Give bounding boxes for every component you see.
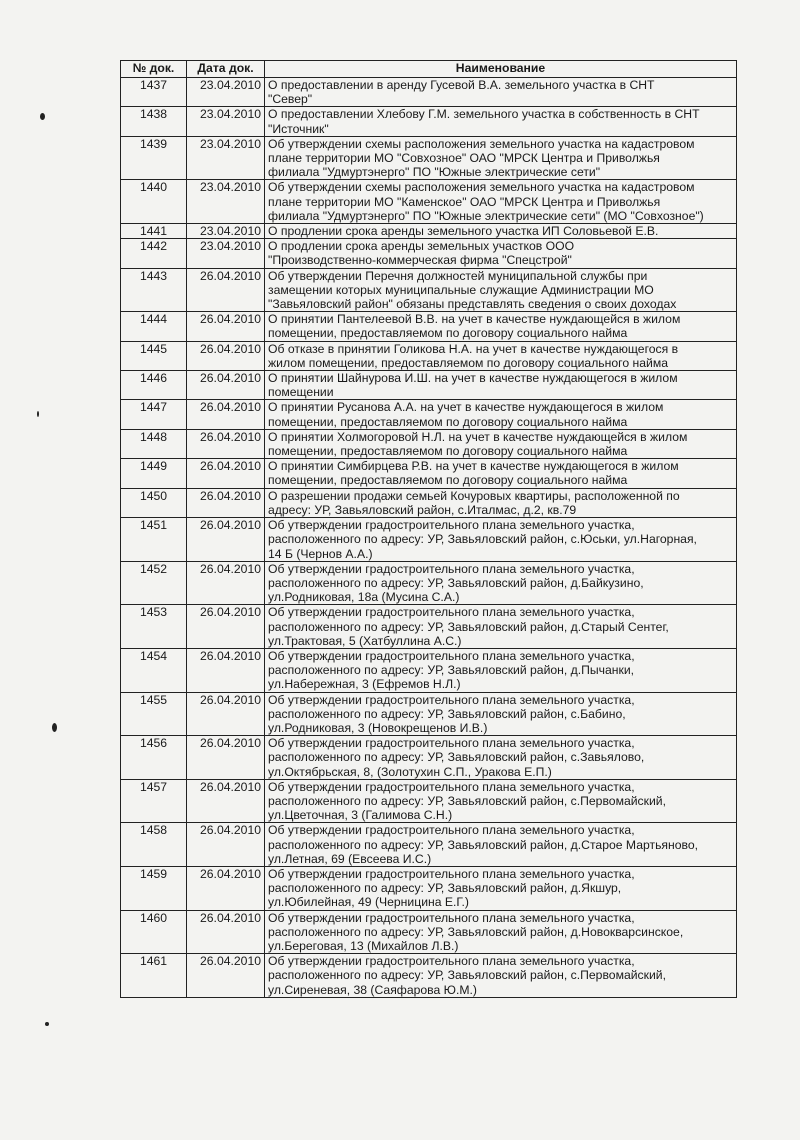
table-row: [121, 648, 737, 692]
document-number: 1438: [121, 107, 187, 136]
document-number: 1458: [121, 823, 187, 867]
document-date: 26.04.2010: [187, 459, 265, 488]
document-number: 1460: [121, 910, 187, 954]
table-row: [121, 910, 737, 954]
table-row: [121, 605, 737, 649]
column-header-title: Наименование: [265, 61, 737, 78]
table-row: [121, 692, 737, 736]
document-number: 1440: [121, 180, 187, 224]
document-number: 1455: [121, 692, 187, 736]
document-title: Об утверждении градостроительного плана земельного участка, расположенного по адресу: УР, Завьяловский район, д.Пычанки, ул.Набережная, 3 (Ефремов Н.Л.): [265, 648, 737, 692]
column-header-number: № док.: [121, 61, 187, 78]
document-number: 1441: [121, 224, 187, 239]
document-title: Об утверждении градостроительного плана земельного участка, расположенного по адресу: УР, Завьяловский район, д.Старый Сентег, ул.Трактовая, 5 (Хатбуллина А.С.): [265, 605, 737, 649]
document-number: 1453: [121, 605, 187, 649]
document-title: О предоставлении в аренду Гусевой В.А. земельного участка в СНТ "Север": [265, 78, 737, 107]
document-title: Об утверждении градостроительного плана земельного участка, расположенного по адресу: УР, Завьяловский район, с.Первомайский, ул.Сиреневая, 38 (Саяфарова Ю.М.): [265, 954, 737, 998]
table-row: [121, 107, 737, 136]
document-date: 23.04.2010: [187, 180, 265, 224]
table-row: [121, 312, 737, 341]
document-date: 26.04.2010: [187, 312, 265, 341]
document-number: 1454: [121, 648, 187, 692]
table-row: [121, 823, 737, 867]
document-title: Об утверждении градостроительного плана земельного участка, расположенного по адресу: УР, Завьяловский район, с.Бабино, ул.Родниковая, 3 (Новокрещенов И.В.): [265, 692, 737, 736]
table-row: [121, 371, 737, 400]
table-row: [121, 518, 737, 562]
document-title: Об утверждении схемы расположения земельного участка на кадастровом плане территории МО "Каменское" ОАО "МРСК Центра и Приволжья филиала "Удмуртэнерго" ПО "Южные электрические сети" (МО "Совхозное"): [265, 180, 737, 224]
document-number: 1457: [121, 779, 187, 823]
table-header-row: [121, 61, 737, 78]
document-date: 26.04.2010: [187, 779, 265, 823]
document-date: 26.04.2010: [187, 561, 265, 605]
document-number: 1443: [121, 268, 187, 312]
document-number: 1450: [121, 488, 187, 517]
scan-speck: [40, 113, 45, 120]
document-date: 26.04.2010: [187, 954, 265, 998]
decrees-table: [120, 60, 737, 998]
column-header-date: Дата док.: [187, 61, 265, 78]
document-title: О продлении срока аренды земельного участка ИП Соловьевой Е.В.: [265, 224, 737, 239]
document-number: 1446: [121, 371, 187, 400]
document-date: 26.04.2010: [187, 488, 265, 517]
document-date: 26.04.2010: [187, 736, 265, 780]
document-number: 1444: [121, 312, 187, 341]
document-title: Об утверждении градостроительного плана земельного участка, расположенного по адресу: УР, Завьяловский район, с.Завьялово, ул.Октябрьская, 8, (Золотухин С.П., Уракова Е.П.): [265, 736, 737, 780]
table-row: [121, 954, 737, 998]
document-date: 26.04.2010: [187, 692, 265, 736]
document-number: 1439: [121, 136, 187, 180]
document-title: Об утверждении схемы расположения земельного участка на кадастровом плане территории МО "Совхозное" ОАО "МРСК Центра и Приволжья филиала "Удмуртэнерго" ПО "Южные электрические сети": [265, 136, 737, 180]
document-date: 23.04.2010: [187, 78, 265, 107]
table-row: [121, 136, 737, 180]
document-date: 26.04.2010: [187, 371, 265, 400]
document-number: 1442: [121, 239, 187, 268]
document-date: 26.04.2010: [187, 429, 265, 458]
document-number: 1448: [121, 429, 187, 458]
document-title: О принятии Симбирцева Р.В. на учет в качестве нуждающегося в жилом помещении, предоставляемом по договору социального найма: [265, 459, 737, 488]
document-date: 26.04.2010: [187, 648, 265, 692]
document-date: 26.04.2010: [187, 400, 265, 429]
document-title: Об утверждении градостроительного плана земельного участка, расположенного по адресу: УР, Завьяловский район, д.Байкузино, ул.Родниковая, 18а (Мусина С.А.): [265, 561, 737, 605]
document-date: 26.04.2010: [187, 866, 265, 910]
scan-speck: [52, 723, 57, 732]
table-row: [121, 400, 737, 429]
table-row: [121, 341, 737, 370]
document-title: О продлении срока аренды земельных участков ООО "Производственно-коммерческая фирма "Спецстрой": [265, 239, 737, 268]
document-number: 1449: [121, 459, 187, 488]
document-date: 26.04.2010: [187, 518, 265, 562]
document-title: Об отказе в принятии Голикова Н.А. на учет в качестве нуждающегося в жилом помещении, предоставляемом по договору социального найма: [265, 341, 737, 370]
document-number: 1447: [121, 400, 187, 429]
table-row: [121, 429, 737, 458]
document-title: Об утверждении градостроительного плана земельного участка, расположенного по адресу: УР, Завьяловский район, д.Якшур, ул.Юбилейная, 49 (Черницина Е.Г.): [265, 866, 737, 910]
document-number: 1452: [121, 561, 187, 605]
table-row: [121, 736, 737, 780]
document-date: 23.04.2010: [187, 224, 265, 239]
table-row: [121, 180, 737, 224]
table-row: [121, 866, 737, 910]
document-title: О принятии Пантелеевой В.В. на учет в качестве нуждающейся в жилом помещении, предоставляемом по договору социального найма: [265, 312, 737, 341]
document-title: Об утверждении градостроительного плана земельного участка, расположенного по адресу: УР, Завьяловский район, с.Первомайский, ул.Цветочная, 3 (Галимова С.Н.): [265, 779, 737, 823]
document-date: 23.04.2010: [187, 136, 265, 180]
document-number: 1459: [121, 866, 187, 910]
table-row: [121, 779, 737, 823]
document-title: Об утверждении градостроительного плана земельного участка, расположенного по адресу: УР, Завьяловский район, д.Новокварсинское, ул.Береговая, 13 (Михайлов Л.В.): [265, 910, 737, 954]
table-row: [121, 488, 737, 517]
document-date: 26.04.2010: [187, 268, 265, 312]
document-title: Об утверждении градостроительного плана земельного участка, расположенного по адресу: УР, Завьяловский район, д.Старое Мартьяново, ул.Летная, 69 (Евсеева И.С.): [265, 823, 737, 867]
document-title: Об утверждении Перечня должностей муниципальной службы при замещении которых муниципальные служащие Администрации МО "Завьяловский район" обязаны представлять сведения о своих доходах: [265, 268, 737, 312]
document-number: 1461: [121, 954, 187, 998]
document-title: О принятии Холмогоровой Н.Л. на учет в качестве нуждающейся в жилом помещении, предоставляемом по договору социального найма: [265, 429, 737, 458]
table-row: [121, 459, 737, 488]
table-row: [121, 239, 737, 268]
document-date: 26.04.2010: [187, 910, 265, 954]
document-title: О принятии Шайнурова И.Ш. на учет в качестве нуждающегося в жилом помещении: [265, 371, 737, 400]
document-title: О принятии Русанова А.А. на учет в качестве нуждающегося в жилом помещении, предоставляемом по договору социального найма: [265, 400, 737, 429]
document-date: 26.04.2010: [187, 341, 265, 370]
table-row: [121, 268, 737, 312]
document-number: 1456: [121, 736, 187, 780]
document-date: 26.04.2010: [187, 605, 265, 649]
document-number: 1445: [121, 341, 187, 370]
document-title: О разрешении продажи семьей Кочуровых квартиры, расположенной по адресу: УР, Завьяловский район, с.Италмас, д.2, кв.79: [265, 488, 737, 517]
scan-speck: [45, 1022, 49, 1026]
table-row: [121, 561, 737, 605]
document-date: 26.04.2010: [187, 823, 265, 867]
document-title: Об утверждении градостроительного плана земельного участка, расположенного по адресу: УР, Завьяловский район, с.Юськи, ул.Нагорная, 14 Б (Чернов А.А.): [265, 518, 737, 562]
document-date: 23.04.2010: [187, 239, 265, 268]
scan-speck: [37, 411, 39, 417]
document-number: 1451: [121, 518, 187, 562]
table-row: [121, 224, 737, 239]
document-number: 1437: [121, 78, 187, 107]
document-date: 23.04.2010: [187, 107, 265, 136]
document-title: О предоставлении Хлебову Г.М. земельного участка в собственность в СНТ "Источник": [265, 107, 737, 136]
table-row: [121, 78, 737, 107]
